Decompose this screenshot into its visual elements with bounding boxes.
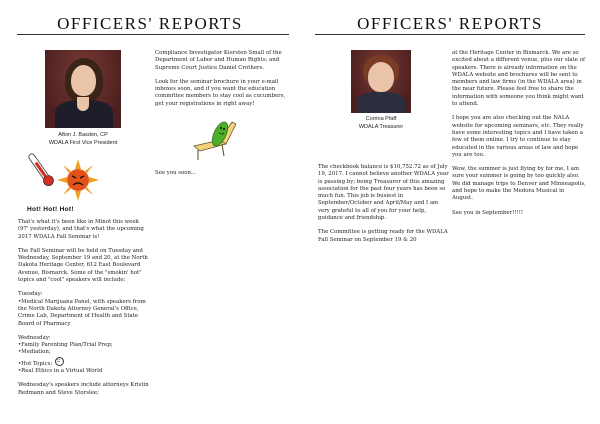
paragraph: The Committee is getting ready for the WDALA Fall Seminar on September 19 & 20 bbox=[318, 229, 448, 243]
list-item: •Family Parenting Plan/Trial Prep; bbox=[18, 342, 113, 349]
photo-caption bbox=[336, 115, 426, 131]
paragraph: The Fall Seminar will be held on Tuesday and Wednesday, September 19 and 20, at the North Dakota Heritage Center, 612 East Boulevard Avenue, Bismarck. Some of the "smokin' hot" topics and "cool" speakers will include: bbox=[18, 247, 148, 284]
page-title: OFFICERS' REPORTS bbox=[357, 14, 543, 33]
right-column-1 bbox=[318, 164, 450, 251]
smiley-icon bbox=[55, 357, 64, 366]
left-column-2b bbox=[155, 170, 288, 184]
day-heading: Wednesday: bbox=[18, 334, 51, 341]
thermometer-icon bbox=[24, 149, 58, 191]
officer-photo bbox=[351, 50, 411, 113]
paragraph: Compliance Investigator Kiersten Small of the Department of Labor and Human Rights; and Supreme Court Justice Daniel Crothers. bbox=[155, 50, 282, 71]
caption-role: WDALA Treasurer bbox=[358, 124, 404, 130]
paragraph: See you soon... bbox=[155, 170, 197, 176]
list-item: •Hot Topics; bbox=[18, 360, 53, 367]
right-column-2 bbox=[452, 50, 586, 224]
officer-photo bbox=[45, 50, 121, 128]
left-column-2a bbox=[155, 50, 288, 115]
paragraph: That's what it's been like in Minot this week (97' yesterday), and that's what the upcoming 2017 WDALA Fall Seminar is! bbox=[18, 219, 144, 240]
cucumber-chair-icon bbox=[192, 118, 240, 162]
list-item: •Mediation; bbox=[18, 349, 51, 356]
left-column-1 bbox=[18, 219, 151, 404]
paragraph: Wednesday's speakers include attorneys Kristin Redmann and Steve Storslee; bbox=[18, 382, 149, 396]
page-title: OFFICERS' REPORTS bbox=[57, 14, 243, 33]
list-item: •Medical Marijuana Panel, with speakers from the North Dakota Attorney General's Office, Crime Lab, Department of Health and State Board of Pharmacy bbox=[18, 298, 146, 327]
day-heading: Tuesday: bbox=[18, 291, 43, 298]
paragraph: Wow, the summer is just flying by for me, I am sure your summer is going by too quickly also. We did manage trips to Denver and Minneapolis, and hope to make the Medora Musical in August. bbox=[452, 166, 586, 202]
paragraph: I hope you are also checking out the NALA website for upcoming seminars, etc. They really have some interesting topics and I have taken a few of them online. I try to continue to stay educated in the various areas of law and hope you are too. bbox=[452, 115, 584, 158]
caption-name: Afton J. Basden, CP bbox=[58, 132, 108, 138]
caption-name: Corrina Pfaff bbox=[365, 116, 397, 122]
sun-icon bbox=[57, 159, 99, 201]
list-item: •Real Ethics in a Virtual World bbox=[18, 368, 103, 375]
photo-caption bbox=[30, 131, 136, 147]
paragraph: See you in September!!!!! bbox=[452, 209, 524, 216]
hot-hot-hot: Hot! Hot! Hot! bbox=[27, 206, 74, 213]
title-rule bbox=[315, 34, 585, 35]
paragraph: The checkbook balance is $10,752.72 as of July 19, 2017. I cannot believe another WDALA year is passing by; being Treasurer of this amazing association for the past four years has been so much fun. This job is busiest in September/October and April/May and I am very grateful to all of you for your help, guidance and friendship. bbox=[318, 164, 449, 222]
caption-role: WDALA First Vice President bbox=[48, 140, 118, 146]
paragraph: at the Heritage Center in Bismarck. We are so excited about a different venue, plus our slate of speakers. There is already information on the WDALA website and brochures will be sent to members and law firms (in the WDALA area) in the near future. Please feel free to share the information with someone you think might want to attend. bbox=[452, 50, 585, 108]
paragraph: Look for the seminar brochure in your e-mail inboxes soon, and if you want the education committee members to stay cool as cucumbers, get your registrations in right away! bbox=[155, 78, 286, 107]
title-rule bbox=[17, 34, 289, 35]
